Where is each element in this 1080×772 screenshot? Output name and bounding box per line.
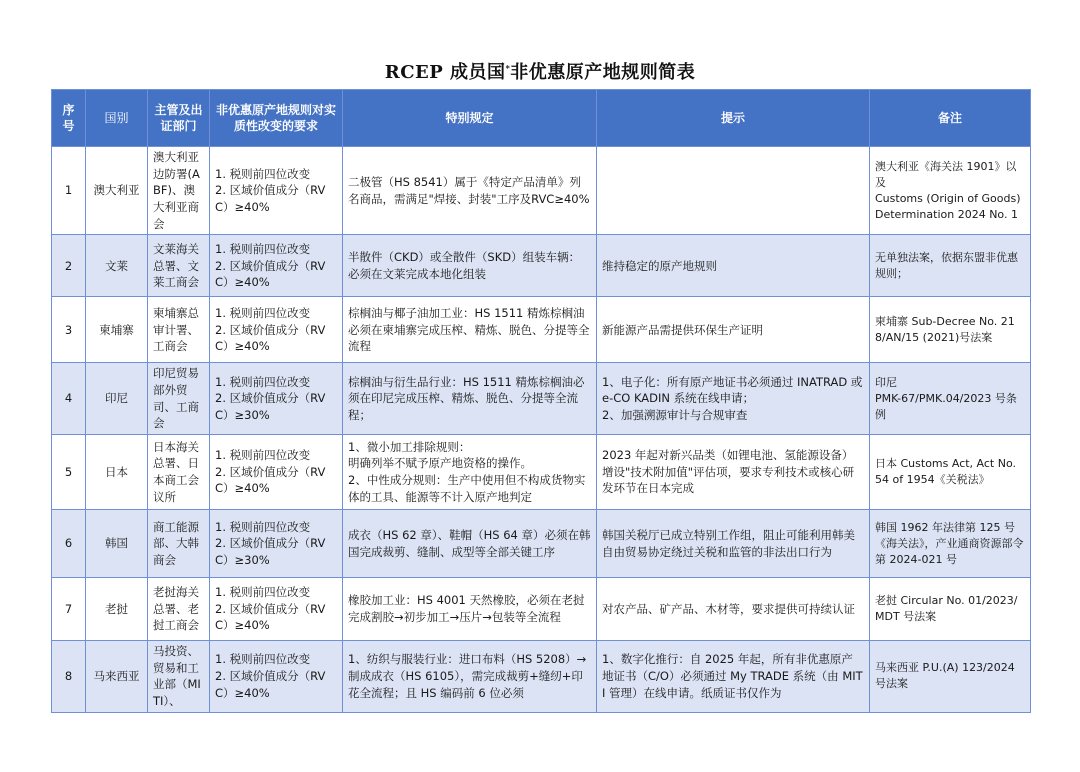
table-row: [52, 235, 1031, 297]
cell-country: 印尼: [86, 363, 148, 435]
page-title: [0, 58, 1080, 84]
cell-notes: 日本 Customs Act, Act No. 54 of 1954《关税法》: [870, 435, 1031, 510]
table-row: [52, 435, 1031, 510]
cell-tips: 1、电子化：所有原产地证书必须通过 INATRAD 或 e-CO KADIN 系统在线申请； 2、加强溯源审计与合规审查: [597, 363, 870, 435]
cell-transformation: 1. 税则前四位改变 2. 区域价值成分（RVC）≥40%: [210, 147, 343, 235]
cell-tips: 维持稳定的原产地规则: [597, 235, 870, 297]
header-country: 国别: [86, 90, 148, 147]
cell-authority: 文莱海关总署、文莱工商会: [148, 235, 210, 297]
cell-country: 澳大利亚: [86, 147, 148, 235]
cell-notes: 老挝 Circular No. 01/2023/MDT 号法案: [870, 578, 1031, 641]
cell-no: 4: [52, 363, 86, 435]
cell-no: 1: [52, 147, 86, 235]
cell-authority: 老挝海关总署、老挝工商会: [148, 578, 210, 641]
table-row: [52, 578, 1031, 641]
table-row: [52, 641, 1031, 713]
table-row: [52, 147, 1031, 235]
cell-transformation: 1. 税则前四位改变 2. 区域价值成分（RVC）≥40%: [210, 435, 343, 510]
header-no: 序号: [52, 90, 86, 147]
cell-tips: 1、数字化推行：自 2025 年起，所有非优惠原产地证书（C/O）必须通过 My TRADE 系统（由 MITI 管理）在线申请。纸质证书仅作为: [597, 641, 870, 713]
rules-table: [51, 89, 1031, 713]
table-row: [52, 297, 1031, 363]
cell-no: 3: [52, 297, 86, 363]
cell-tips: 2023 年起对新兴品类（如锂电池、氢能源设备）增设"技术附加值"评估项，要求专利技术或核心研发环节在日本完成: [597, 435, 870, 510]
cell-notes: 印尼 PMK-67/PMK.04/2023 号条例: [870, 363, 1031, 435]
cell-special: 橡胶加工业：HS 4001 天然橡胶，必须在老挝完成割胶→初步加工→压片→包装等全流程: [343, 578, 597, 641]
header-special: 特别规定: [343, 90, 597, 147]
title-rest: 非优惠原产地规则简表: [510, 62, 696, 83]
cell-authority: 印尼贸易部外贸司、工商会: [148, 363, 210, 435]
cell-authority: 澳大利亚边防署(ABF)、澳大利亚商会: [148, 147, 210, 235]
table-body: [52, 147, 1031, 713]
table-row: [52, 363, 1031, 435]
header-authority: 主管及出证部门: [148, 90, 210, 147]
cell-no: 8: [52, 641, 86, 713]
cell-transformation: 1. 税则前四位改变 2. 区域价值成分（RVC）≥40%: [210, 641, 343, 713]
cell-authority: 商工能源部、大韩商会: [148, 510, 210, 578]
cell-special: 二极管（HS 8541）属于《特定产品清单》列名商品，需满足"焊接、封装"工序及RVC≥40%: [343, 147, 597, 235]
cell-country: 马来西亚: [86, 641, 148, 713]
cell-transformation: 1. 税则前四位改变 2. 区域价值成分（RVC）≥40%: [210, 578, 343, 641]
cell-tips: 对农产品、矿产品、木材等，要求提供可持续认证: [597, 578, 870, 641]
cell-special: 1、微小加工排除规则： 明确列举不赋予原产地资格的操作。 2、中性成分规则：生产中使用但不构成货物实体的工具、能源等不计入原产地判定: [343, 435, 597, 510]
cell-transformation: 1. 税则前四位改变 2. 区域价值成分（RVC）≥30%: [210, 510, 343, 578]
cell-no: 5: [52, 435, 86, 510]
cell-notes: 韩国 1962 年法律第 125 号《海关法》，产业通商资源部令第 2024-021 号: [870, 510, 1031, 578]
cell-notes: 马来西亚 P.U.(A) 123/2024 号法案: [870, 641, 1031, 713]
cell-tips: 韩国关税厅已成立特别工作组，阻止可能利用韩美自由贸易协定绕过关税和监管的非法出口行为: [597, 510, 870, 578]
title-main: RCEP 成员国: [384, 62, 506, 83]
cell-special: 1、纺织与服装行业：进口布料（HS 5208）→ 制成成衣（HS 6105），需完成裁剪+缝纫+印花全流程；且 HS 编码前 6 位必须: [343, 641, 597, 713]
header-row: [52, 90, 1031, 147]
cell-special: 棕榈油与椰子油加工业：HS 1511 精炼棕榈油必须在柬埔寨完成压榨、精炼、脱色、分提等全流程: [343, 297, 597, 363]
table-row: [52, 510, 1031, 578]
cell-special: 成衣（HS 62 章）、鞋帽（HS 64 章）必须在韩国完成裁剪、缝制、成型等全部关键工序: [343, 510, 597, 578]
header-transformation: 非优惠原产地规则对实质性改变的要求: [210, 90, 343, 147]
cell-tips: [597, 147, 870, 235]
cell-country: 文莱: [86, 235, 148, 297]
cell-country: 日本: [86, 435, 148, 510]
cell-country: 老挝: [86, 578, 148, 641]
cell-authority: 柬埔寨总审计署、工商会: [148, 297, 210, 363]
cell-authority: 日本海关总署、日本商工会议所: [148, 435, 210, 510]
header-notes: 备注: [870, 90, 1031, 147]
cell-authority: 马投资、贸易和工业部（MITI）、: [148, 641, 210, 713]
cell-special: 棕榈油与衍生品行业：HS 1511 精炼棕榈油必须在印尼完成压榨、精炼、脱色、分提等全流程；: [343, 363, 597, 435]
cell-notes: 柬埔寨 Sub-Decree No. 218/AN/15 (2021)号法案: [870, 297, 1031, 363]
title-footnote-mark: *: [505, 63, 511, 73]
cell-notes: 无单独法案，依据东盟非优惠规则；: [870, 235, 1031, 297]
cell-no: 7: [52, 578, 86, 641]
cell-transformation: 1. 税则前四位改变 2. 区域价值成分（RVC）≥40%: [210, 297, 343, 363]
cell-country: 韩国: [86, 510, 148, 578]
cell-no: 2: [52, 235, 86, 297]
cell-notes: 澳大利亚《海关法 1901》以及 Customs (Origin of Goods) Determination 2024 No. 1: [870, 147, 1031, 235]
cell-special: 半散件（CKD）或全散件（SKD）组装车辆：必须在文莱完成本地化组装: [343, 235, 597, 297]
cell-country: 柬埔寨: [86, 297, 148, 363]
cell-transformation: 1. 税则前四位改变 2. 区域价值成分（RVC）≥30%: [210, 363, 343, 435]
cell-tips: 新能源产品需提供环保生产证明: [597, 297, 870, 363]
cell-transformation: 1. 税则前四位改变 2. 区域价值成分（RVC）≥40%: [210, 235, 343, 297]
cell-no: 6: [52, 510, 86, 578]
header-tips: 提示: [597, 90, 870, 147]
